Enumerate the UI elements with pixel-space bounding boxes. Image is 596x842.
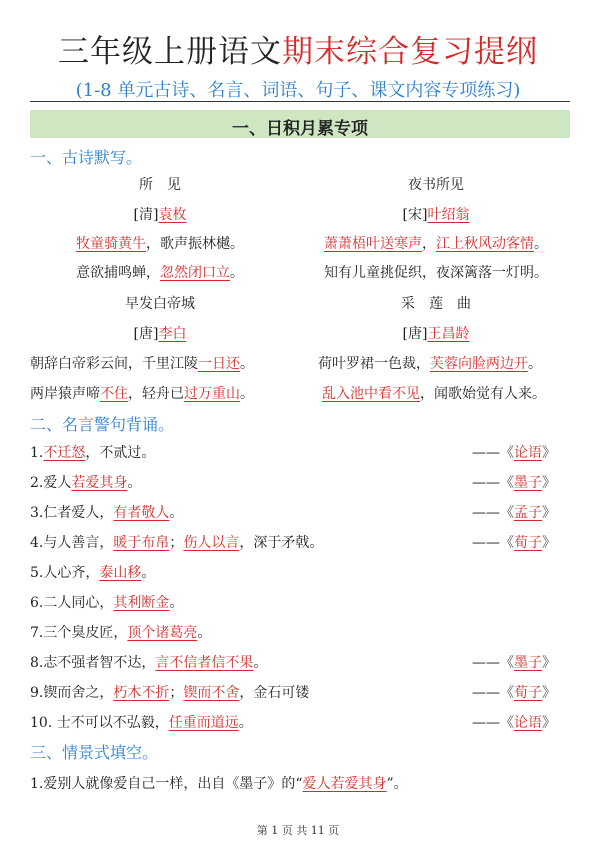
poem4-title: 采 莲 曲 <box>401 296 471 312</box>
poem1-line2-start: 意欲捕鸣蝉， <box>76 265 160 281</box>
poem4-line1 <box>318 353 542 373</box>
context-q1-end: ”。 <box>386 776 408 792</box>
poem4-author: 王昌龄 <box>427 326 470 342</box>
page-title-red: 期末综合复习提纲 <box>282 34 538 70</box>
poem1-line1-rest: ，歌声振林樾。 <box>146 236 244 252</box>
quote-item <box>30 502 183 522</box>
poem1-title: 所 见 <box>139 177 181 193</box>
quote-mid: 。 <box>169 505 184 521</box>
quote-fill-a: 不迁怒 <box>43 445 86 461</box>
poem3-line1-fill: 一日还 <box>198 356 240 372</box>
context-question-1 <box>30 773 408 793</box>
quote-end: ，深于矛戟。 <box>239 535 324 551</box>
quote-fill-a: 暖于布帛 <box>113 535 170 551</box>
quote-source-book: 荀子 <box>514 535 542 551</box>
quote-item <box>30 682 309 702</box>
quote-pre: 7.三个臭皮匠， <box>30 625 128 641</box>
context-q1-fill: 爱人若爱其身 <box>302 776 387 792</box>
quote-fill-a: 任重而道远 <box>168 715 239 731</box>
quote-mid: ； <box>169 685 184 701</box>
quote-source-close: 》 <box>542 715 556 731</box>
quote-mid: 。 <box>127 475 142 491</box>
poem4-line1-start: 荷叶罗裙一色裁， <box>318 356 430 372</box>
quote-source-book: 墨子 <box>514 655 542 671</box>
poem2-dynasty: [宋] <box>402 207 428 223</box>
quote-source-dash: ——《 <box>472 715 514 731</box>
section-heading-context: 三、情景式填空。 <box>30 743 159 762</box>
poem1-line1-fill: 牧童骑黄牛 <box>76 236 146 252</box>
quote-source <box>472 502 556 522</box>
poem4-line1-fill: 芙蓉向脸两边开 <box>430 356 528 372</box>
poem2-line2: 知有儿童挑促织，夜深篱落一灯明。 <box>324 265 548 281</box>
quote-fill-a: 有者敬人 <box>113 505 170 521</box>
poem3-line2-mid: ，轻舟已 <box>128 386 184 402</box>
quote-fill-a: 顶个诸葛亮 <box>127 625 198 641</box>
poem2-line1-fill-b: 江上秋风动客情 <box>436 236 534 252</box>
poem2-line1-fill-a: 萧萧梧叶送寒声 <box>324 236 422 252</box>
quote-source-dash: ——《 <box>472 505 514 521</box>
poem3-line2-fill-a: 不住 <box>100 386 128 402</box>
quote-item <box>30 562 155 582</box>
poem1-author: 袁枚 <box>158 207 187 223</box>
quote-source-book: 墨子 <box>514 475 542 491</box>
page-title <box>0 26 596 71</box>
quote-fill-a: 朽木不折 <box>113 685 170 701</box>
quote-mid: 。 <box>141 565 156 581</box>
poem1-dynasty: [清] <box>133 207 159 223</box>
quote-source-close: 》 <box>542 475 556 491</box>
quote-mid: 。 <box>238 715 253 731</box>
quote-source <box>472 442 556 462</box>
quote-mid: 。 <box>253 655 268 671</box>
quote-mid: 。 <box>169 595 184 611</box>
quote-item <box>30 442 155 462</box>
quote-source-book: 荀子 <box>514 685 542 701</box>
poem3-dynasty: [唐] <box>133 326 159 342</box>
quote-fill-b: 锲而不舍 <box>183 685 240 701</box>
quote-source-dash: ——《 <box>472 475 514 491</box>
poem1-line2-end: 。 <box>230 265 244 281</box>
poem3-line2-end: 。 <box>240 386 254 402</box>
quote-item <box>30 592 183 612</box>
quote-source-book: 论语 <box>514 445 542 461</box>
page-title-black: 三年级上册语文 <box>58 34 282 70</box>
quote-pre: 2.爱人 <box>30 475 72 491</box>
poem1-author-line <box>40 204 280 224</box>
poem3-title: 早发白帝城 <box>125 296 195 312</box>
quote-mid: ； <box>169 535 184 551</box>
poem4-line2-end: ，闻歌始觉有人来。 <box>420 386 546 402</box>
quote-item <box>30 712 253 732</box>
poem4-line2 <box>322 383 546 403</box>
quote-fill-a: 其利断金 <box>113 595 170 611</box>
poem3-line2-fill-b: 过万重山 <box>184 386 240 402</box>
page-footer: 第 1 页 共 11 页 <box>256 824 340 837</box>
quote-item <box>30 652 267 672</box>
quote-source-book: 论语 <box>514 715 542 731</box>
quote-end: ，金石可镂 <box>239 685 310 701</box>
context-q1-pre: 1.爱别人就像爱自己一样，出自《墨子》的“ <box>30 776 303 792</box>
poem3-author: 李白 <box>158 326 187 342</box>
quote-source <box>472 532 556 552</box>
quote-pre: 4.与人善言， <box>30 535 114 551</box>
quote-source-close: 》 <box>542 505 556 521</box>
poem3-line1-end: 。 <box>240 356 254 372</box>
quote-source-close: 》 <box>542 445 556 461</box>
poem2-line1 <box>316 233 556 253</box>
poem3-line2 <box>30 383 254 403</box>
poem2-line1-sep: ， <box>422 236 436 252</box>
quote-item <box>30 622 211 642</box>
quote-pre: 9.锲而舍之， <box>30 685 114 701</box>
quote-item <box>30 472 141 492</box>
section-heading-poems: 一、古诗默写。 <box>30 148 143 167</box>
header-rule <box>30 101 570 102</box>
quote-source-close: 》 <box>542 535 556 551</box>
poem4-dynasty: [唐] <box>402 326 428 342</box>
quote-pre: 5.人心齐， <box>30 565 100 581</box>
poem1-line1 <box>40 233 280 253</box>
poem3-line2-start: 两岸猿声啼 <box>30 386 100 402</box>
quote-item <box>30 532 323 552</box>
quote-mid: 。 <box>197 625 212 641</box>
quote-fill-b: 伤人以言 <box>183 535 240 551</box>
quote-source-close: 》 <box>542 655 556 671</box>
quote-fill-a: 若爱其身 <box>71 475 128 491</box>
quote-fill-a: 泰山移 <box>99 565 142 581</box>
quote-source-book: 孟子 <box>514 505 542 521</box>
poem3-line1 <box>30 353 254 373</box>
quote-source <box>472 682 556 702</box>
poem4-line1-end: 。 <box>528 356 542 372</box>
quote-mid: ，不贰过。 <box>85 445 156 461</box>
poem1-line2-fill: 忽然闭口立 <box>160 265 230 281</box>
poem3-line1-start: 朝辞白帝彩云间，千里江陵 <box>30 356 198 372</box>
poem3-author-line <box>40 323 280 343</box>
poem1-line2 <box>40 262 280 282</box>
quote-pre: 10. 士不可以不弘毅， <box>30 715 169 731</box>
page-subtitle: (1-8 单元古诗、名言、词语、句子、课文内容专项练习) <box>75 80 521 101</box>
quote-source-dash: ——《 <box>472 685 514 701</box>
quote-pre: 3.仁者爱人， <box>30 505 114 521</box>
quote-pre: 8.志不强者智不达， <box>30 655 156 671</box>
poem2-line1-end: 。 <box>534 236 548 252</box>
quote-source-dash: ——《 <box>472 445 514 461</box>
poem2-title: 夜书所见 <box>408 177 464 193</box>
quote-fill-a: 言不信者信不果 <box>155 655 254 671</box>
quote-source-dash: ——《 <box>472 535 514 551</box>
quote-pre: 1. <box>30 445 44 461</box>
poem4-line2-fill: 乱入池中看不见 <box>322 386 420 402</box>
quote-source <box>472 712 556 732</box>
quote-source <box>472 472 556 492</box>
quote-source-dash: ——《 <box>472 655 514 671</box>
quote-source-close: 》 <box>542 685 556 701</box>
poem4-author-line <box>316 323 556 343</box>
quote-pre: 6.二人同心， <box>30 595 114 611</box>
poem2-author-line <box>316 204 556 224</box>
poem2-author: 叶绍翁 <box>427 207 470 223</box>
section-heading-quotes: 二、名言警句背诵。 <box>30 415 175 434</box>
section-band-title: 一、日积月累专项 <box>232 119 368 139</box>
quote-source <box>472 652 556 672</box>
